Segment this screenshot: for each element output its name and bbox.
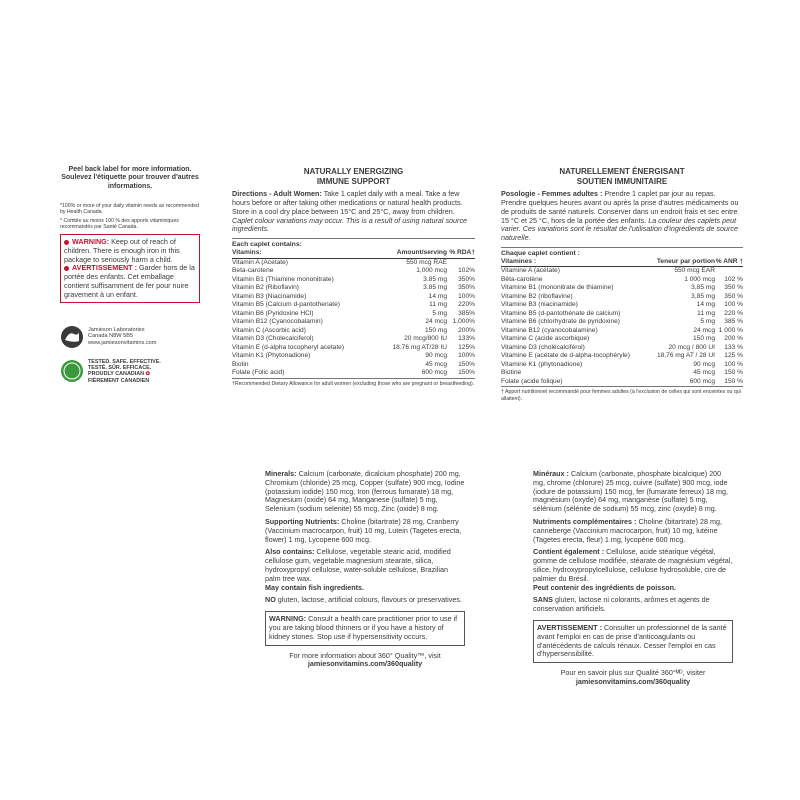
en-vitamins-table <box>232 249 475 378</box>
vitamin-row <box>501 361 743 370</box>
vitamin-name: Vitamin B1 (Thiamine mononitrate) <box>232 275 334 283</box>
en-more-info: For more information about 360° Quality™, visit <box>289 650 441 660</box>
vitamin-pct: 350 % <box>724 284 743 292</box>
vitamin-amount: 24 mcg <box>425 318 447 326</box>
left-panel <box>60 166 200 384</box>
vitamin-pct: 1 000 % <box>718 326 743 334</box>
fr-warning-box: AVERTISSEMENT : Consulter un professionnel de la santé avant l'emploi en cas de prise d'anticoagulants ou d'antécédents de calculs rénaux. Cesser l'emploi en cas d'hypersensibilité. <box>533 620 733 663</box>
vitamin-amount: 20 mcg/800 IU <box>404 335 447 343</box>
jamieson-logo-icon <box>60 325 84 349</box>
vitamin-pct <box>447 258 475 267</box>
company-name: Jamieson Laboratories <box>88 326 145 333</box>
vitamin-pct: 150 % <box>724 369 743 377</box>
fr-col-rda: % ANR † <box>715 257 743 265</box>
warning-bullet-icon <box>64 240 69 245</box>
tested-line-3: TESTÉ. SÛR. EFFICACE. <box>88 365 152 372</box>
fr-vitamins-table <box>501 258 743 387</box>
en-supporting: Supporting Nutrients: Choline (bitartrate) 28 mg, Cranberry (Vaccinium macrocarpon, fruit) 10 mg, Lutein (Tagetes erecta, flower) 1 mg, Lycopene 600 mcg. <box>265 516 462 544</box>
vitamin-row <box>501 378 743 387</box>
vitamin-name: Vitamine B2 (riboflavine) <box>501 292 573 300</box>
vitamin-pct: 133 % <box>724 343 743 351</box>
vitamin-amount: 11 mg <box>429 301 447 309</box>
fr-directions-text: Prendre 1 caplet par jour au repas. Prendre quelques heures avant ou après la prise d'autres médicaments ou de produits de santé naturels. Conserver dans un endroit frais et sec entre 15 °C et 25 °C, hors de la portée des enfants. <box>501 189 739 225</box>
vitamin-row <box>232 276 475 285</box>
vitamin-amount: 600 mcg <box>689 377 715 385</box>
vitamin-pct: 150% <box>458 360 475 368</box>
fr-fish: Peut contenir des ingrédients de poisson. <box>533 582 676 592</box>
vitamin-amount: 550 mcg RAE <box>406 258 447 266</box>
en-table-header <box>232 249 475 258</box>
vitamin-pct: 125% <box>458 343 475 351</box>
child-warning-box <box>60 234 200 303</box>
warning-label-en: WARNING: <box>72 237 110 247</box>
vitamin-name: Vitamin C (Ascorbic acid) <box>232 326 306 334</box>
tested-line-2: PROUDLY CANADIAN ✿ <box>88 371 151 378</box>
vitamin-amount: 3.85 mg <box>423 284 447 292</box>
fr-each-caplet: Chaque caplet contient : <box>501 249 580 257</box>
fr-minerals: Minéraux : Calcium (carbonate, phosphate bicalcique) 200 mg, chrome (chlorure) 25 mcg, cuivre (sulfate) 900 mcg, iode (iodure de potassium) 150 mcg, fer (fumarate ferreux) 18 mg, magnésium (oxyde) 64 mg, manganèse (sulfate) 5 mg, sélénium (sélénite de sodium) 55 mcg, zinc (oxyde) 8 mg. <box>533 469 728 514</box>
vitamin-pct: 220% <box>458 301 475 309</box>
vitamin-row <box>232 335 475 344</box>
vitamin-row <box>501 284 743 293</box>
vitamin-name: Vitamine B5 (d-pantothénate de calcium) <box>501 309 621 317</box>
en-minerals: Minerals: Calcium (carbonate, dicalcium phosphate) 200 mg, Chromium (chloride) 25 mcg, Copper (sulfate) 900 mcg, Iodine (potassium iodide) 150 mcg, Iron (ferrous fumarate) 18 mg, Magnesium (oxide) 64 mg, Manganese (sulfate) 5 mg, Selenium (sodium selenite) 55 mcg, Zinc (oxide) 8 mg. <box>265 469 465 514</box>
en-each-caplet: Each caplet contains: <box>232 241 302 249</box>
vitamin-row <box>232 293 475 302</box>
vitamin-amount: 90 mcg <box>425 352 447 360</box>
vitamin-row <box>501 301 743 310</box>
en-fish: May contain fish ingredients. <box>265 582 365 592</box>
en-directions <box>232 190 475 234</box>
vitamin-row <box>232 318 475 327</box>
vitamin-pct: 102 % <box>724 275 743 283</box>
vitamin-row <box>232 361 475 370</box>
vitamin-row <box>501 335 743 344</box>
vitamin-amount: 5 mg <box>700 318 715 326</box>
en-also-contains: Also contains: Cellulose, vegetable stearic acid, modified cellulose gum, vegetable magnesium stearate, silica, hydroxypropyl cellulose, water-soluble cellulose, Brazilian palm tree wax. <box>265 547 451 583</box>
vitamin-pct: 100 % <box>724 301 743 309</box>
vitamin-name: Vitamine B6 (chlorhydrate de pyridoxine) <box>501 318 620 326</box>
en-col-rda: % RDA† <box>447 249 475 258</box>
vitamin-name: Beta-carotene <box>232 267 274 275</box>
fr-rda-note: † Apport nutritionnel recommandé pour femmes adultes (à l'exclusion de celles qui sont enceintes ou qui allaitent). <box>501 389 741 402</box>
vitamin-pct: 150% <box>458 369 475 377</box>
vitamin-name: Vitamin B12 (Cyanocobalamin) <box>232 318 323 326</box>
en-col-amount: Amount/serving <box>377 249 447 258</box>
fr-bottom-section <box>533 470 733 687</box>
en-directions-label: Directions - Adult Women: <box>232 189 322 199</box>
vitamin-pct <box>715 267 743 276</box>
vitamin-row <box>501 318 743 327</box>
vitamin-amount: 600 mcg <box>421 369 447 377</box>
peel-back-en: Peel back label for more information. <box>68 166 192 173</box>
vitamin-row <box>501 369 743 378</box>
vitamin-row <box>232 301 475 310</box>
vitamin-amount: 1,000 mcg <box>416 267 447 275</box>
fr-also-contains: Contient également : Cellulose, acide stéarique végétal, gomme de cellulose modifiée, stéarate de magnésium végétal, silice, hydroxypropylcellulose, cellulose hydrosoluble, cire de palmier du Brésil. <box>533 547 733 583</box>
vitamin-name: Bêta-carotène <box>501 275 543 283</box>
fr-title-1: NATURELLEMENT ÉNERGISANT <box>559 167 685 176</box>
vitamin-amount: 1 000 mcg <box>684 275 715 283</box>
footnote-fr: * Comble au moins 100 % des apports vitaminiques recommandés par Santé Canada. <box>60 217 179 230</box>
vitamin-amount: 90 mcg <box>693 360 715 368</box>
fr-col-amount: Teneur par portion <box>648 258 715 267</box>
fr-table-header <box>501 258 743 267</box>
vitamin-name: Folate (Folic acid) <box>232 369 285 377</box>
vitamin-amount: 3,85 mg <box>691 292 715 300</box>
quality-badge-block <box>60 359 200 385</box>
vitamin-pct: 100% <box>458 352 475 360</box>
vitamin-name: Vitamin B5 (Calcium d-pantothenate) <box>232 301 340 309</box>
fr-top-section <box>501 167 743 402</box>
vitamin-amount: 14 mg <box>428 292 447 300</box>
en-rda-note: †Recommended Dietary Allowance for adult women (excluding those who are pregnant or breastfeeding). <box>232 380 475 387</box>
en-url: jamiesonvitamins.com/360quality <box>307 659 423 669</box>
company-address: Canada N8W 5B5 <box>88 333 134 340</box>
fr-directions-label: Posologie - Femmes adultes : <box>501 189 603 199</box>
vitamin-name: Vitamine K1 (phytonadione) <box>501 360 583 368</box>
company-website: www.jamiesonvitamins.com <box>88 339 157 346</box>
company-block <box>60 325 200 349</box>
vitamin-name: Vitamin D3 (Cholecalciferol) <box>232 335 314 343</box>
vitamin-row <box>232 267 475 276</box>
vitamin-pct: 200 % <box>724 335 743 343</box>
vitamin-pct: 350 % <box>724 292 743 300</box>
vitamin-amount: 5 mg <box>432 309 447 317</box>
fr-url: jamiesonvitamins.com/360quality <box>575 676 691 686</box>
vitamin-row <box>501 327 743 336</box>
warning-bullet-icon <box>64 266 69 271</box>
vitamin-name: Vitamine D3 (cholécalciférol) <box>501 343 585 351</box>
warning-text-en: Keep out of reach of children. There is enough iron in this package to seriously harm a child. <box>64 237 180 264</box>
peel-back-fr: Soulevez l'étiquette pour trouver d'autres informations. <box>61 174 199 190</box>
en-warning-box: WARNING: Consult a health care practitioner prior to use if you are taking blood thinners or if you have a history of kidney stones. Stop use if hypersensitivity occurs. <box>265 611 465 645</box>
vitamin-pct: 150 % <box>724 377 743 385</box>
vitamin-name: Vitamin B3 (Niacinamide) <box>232 292 307 300</box>
vitamin-name: Biotine <box>501 369 522 377</box>
vitamin-amount: 150 mg <box>693 335 715 343</box>
maple-leaf-icon: ✿ <box>145 371 151 378</box>
warning-text-fr: Garder hors de la portée des enfants. Cet emballage contient suffisamment de fer pour nuire gravement à un enfant. <box>64 263 195 299</box>
vitamin-name: Vitamin B2 (Riboflavin) <box>232 284 299 292</box>
en-directions-text: Take 1 caplet daily with a meal. Take a few hours before or after taking other medications or natural health products. Store in a cool dry place between 15°C and 25°C, away from children. <box>232 189 463 216</box>
vitamin-amount: 14 mg <box>696 301 715 309</box>
vitamin-amount: 20 mcg / 800 UI <box>668 343 715 351</box>
tested-line-1: TESTED. SAFE. EFFECTIVE. <box>88 358 161 365</box>
vitamin-amount: 18.76 mg AT/28 IU <box>392 343 447 351</box>
vitamin-row <box>232 284 475 293</box>
vitamin-pct: 350% <box>458 284 475 292</box>
vitamin-row <box>232 310 475 319</box>
fr-directions-italic: La couleur des caplets peut varier. Ces variations sont le résultat de l'utilisation d'ingrédients de source naturelle. <box>501 215 738 243</box>
vitamin-row <box>501 310 743 319</box>
en-title-2: IMMUNE SUPPORT <box>316 176 391 186</box>
tested-line-4: FIÈREMENT CANADIEN <box>88 377 150 384</box>
vitamin-row <box>232 327 475 336</box>
vitamin-name: Vitamin E (d-alpha tocopheryl acetate) <box>232 343 345 351</box>
vitamin-amount: 3,85 mg <box>691 284 715 292</box>
vitamin-pct: 220 % <box>724 309 743 317</box>
vitamin-row <box>501 276 743 285</box>
child-warning-fr <box>64 264 196 299</box>
vitamin-row <box>501 344 743 353</box>
fr-more-info: Pour en savoir plus sur Qualité 360°ᴹᴰ, visiter <box>560 668 706 678</box>
vitamin-amount: 550 mcg EAR <box>674 267 715 275</box>
vitamin-name: Vitamin K1 (Phytonadione) <box>232 352 311 360</box>
vitamin-pct: 350% <box>458 275 475 283</box>
vitamin-name: Vitamine B3 (niacinamide) <box>501 301 578 309</box>
child-warning-en <box>64 238 196 264</box>
vitamin-row <box>232 352 475 361</box>
en-free-of: NO gluten, lactose, artificial colours, flavours or preservatives. <box>265 595 462 605</box>
vitamin-pct: 100 % <box>724 360 743 368</box>
vitamin-row <box>501 352 743 361</box>
vitamin-row <box>232 369 475 378</box>
vitamin-name: Vitamine B1 (mononitrate de thiamine) <box>501 284 614 292</box>
en-title-1: NATURALLY ENERGIZING <box>303 167 404 176</box>
vitamin-name: Vitamine E (acétate de d-alpha-tocophéryle) <box>501 352 630 360</box>
fr-directions <box>501 190 743 243</box>
vitamin-amount: 24 mcg <box>693 326 715 334</box>
en-bottom-section <box>265 470 465 669</box>
vitamin-name: Vitamine C (acide ascorbique) <box>501 335 590 343</box>
vitamin-pct: 385% <box>458 309 475 317</box>
en-top-section <box>232 167 475 387</box>
vitamin-pct: 125 % <box>724 352 743 360</box>
vitamin-name: Vitamin B6 (Pyridoxine HCl) <box>232 309 314 317</box>
vitamin-amount: 45 mcg <box>693 369 715 377</box>
vitamin-pct: 1,000% <box>452 318 475 326</box>
fr-col-vitamins: Vitamines : <box>501 258 648 267</box>
vitamin-amount: 45 mcg <box>425 360 447 368</box>
vitamin-row <box>232 258 475 267</box>
vitamin-name: Vitamin A (Acetate) <box>232 258 288 266</box>
en-col-vitamins: Vitamins: <box>232 249 377 258</box>
vitamin-pct: 385 % <box>724 318 743 326</box>
fr-supporting: Nutriments complémentaires : Choline (bitartrate) 28 mg, canneberge (Vaccinium macrocarpon, fruit) 10 mg, lutéine (Tagetes erecta, fleur) 1 mg, lycopène 600 mcg. <box>533 516 722 544</box>
vitamin-amount: 150 mg <box>425 326 447 334</box>
vitamin-name: Vitamine A (acétate) <box>501 267 560 275</box>
vitamin-amount: 3.85 mg <box>423 275 447 283</box>
fr-free-of: SANS gluten, lactose ni colorants, arômes et agents de conservation artificiels. <box>533 595 710 614</box>
vitamin-name: Biotin <box>232 360 249 368</box>
vitamin-amount: 18,76 mg AT / 28 UI <box>656 352 715 360</box>
vitamin-row <box>232 344 475 353</box>
vitamin-pct: 133% <box>458 335 475 343</box>
vitamin-name: Vitamine B12 (cyanocobalamine) <box>501 326 598 334</box>
footnote-en: *100% or more of your daily vitamin needs as recommended by Health Canada. <box>60 203 199 216</box>
quality-360-badge-icon <box>60 359 84 383</box>
fr-title-2: SOUTIEN IMMUNITAIRE <box>576 176 668 186</box>
vitamin-pct: 102% <box>458 267 475 275</box>
vitamin-amount: 11 mg <box>697 309 715 317</box>
vitamin-row <box>501 293 743 302</box>
vitamin-row <box>501 267 743 276</box>
warning-label-fr: AVERTISSEMENT : <box>72 263 137 273</box>
vitamin-pct: 200% <box>458 326 475 334</box>
vitamin-name: Folate (acide folique) <box>501 377 563 385</box>
en-directions-italic: Caplet colour variations may occur. This is a result of using natural source ingredients. <box>232 215 468 234</box>
vitamin-pct: 100% <box>458 292 475 300</box>
